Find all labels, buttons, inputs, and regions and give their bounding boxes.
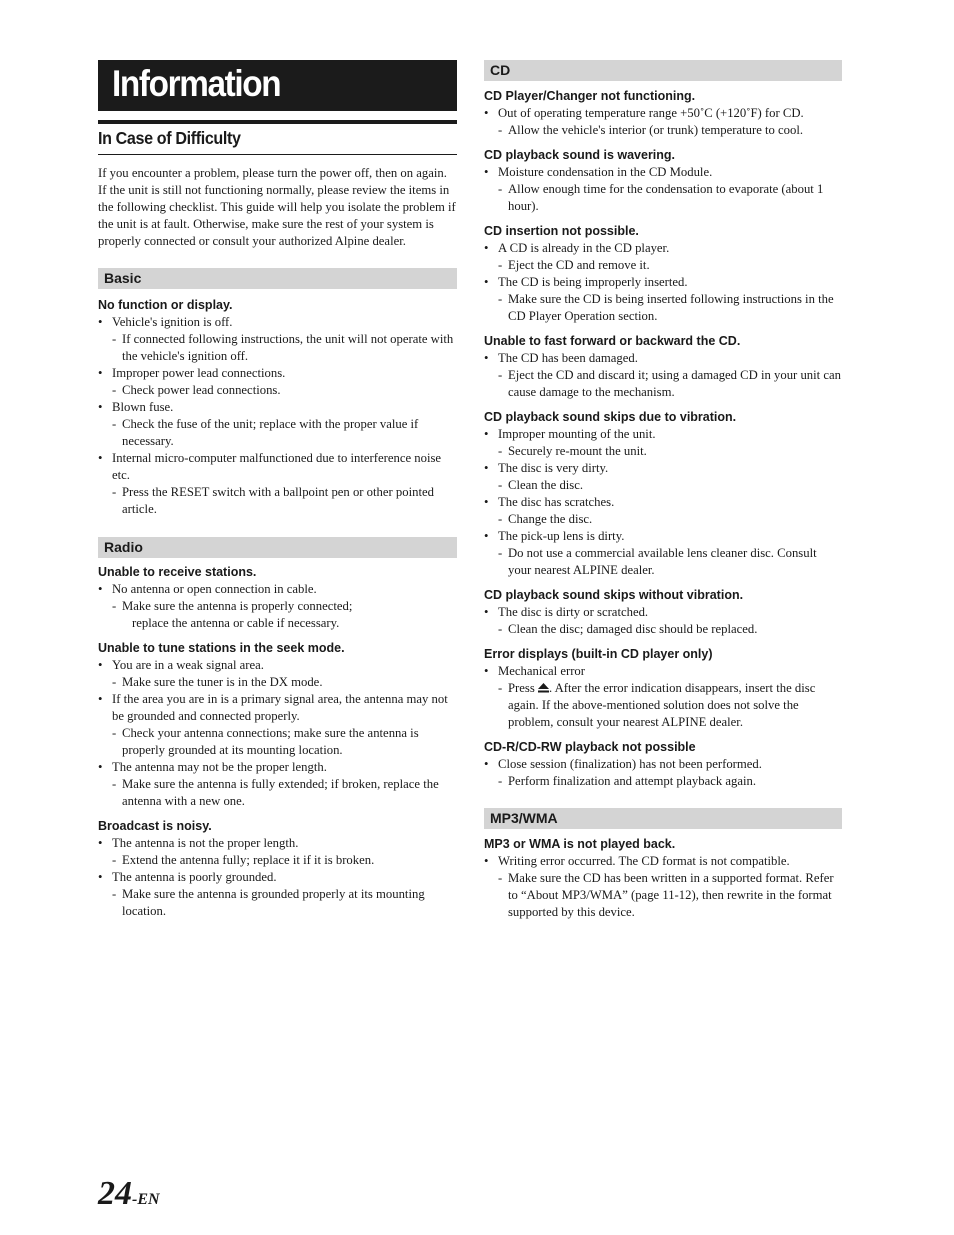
- solution-item: [98, 382, 457, 399]
- question-mp3-not-played: MP3 or WMA is not played back.: [484, 837, 676, 851]
- solution-item: [484, 773, 842, 790]
- solution-item: [98, 598, 457, 615]
- solution-text: Make sure the tuner is in the DX mode.: [122, 675, 323, 689]
- solution-item: [484, 680, 842, 731]
- dash: -: [112, 887, 117, 901]
- dash: -: [498, 444, 503, 458]
- dash: -: [112, 726, 117, 740]
- question-skips-no-vibration: CD playback sound skips without vibration.: [484, 588, 744, 602]
- solution-item: [484, 291, 842, 325]
- solution-item: [484, 545, 842, 579]
- question-skips-vibration: CD playback sound skips due to vibration.: [484, 410, 737, 424]
- question-cd-not-functioning: CD Player/Changer not functioning.: [484, 89, 696, 103]
- page-title: Information: [112, 63, 281, 104]
- dash: -: [498, 512, 503, 526]
- question-seek-mode: Unable to tune stations in the seek mode.: [98, 641, 345, 655]
- bullet: •: [98, 400, 103, 414]
- bullet: •: [484, 106, 489, 120]
- cause-text: Blown fuse.: [112, 400, 174, 414]
- cause-text: No antenna or open connection in cable.: [112, 582, 317, 596]
- cause-text: Vehicle's ignition is off.: [112, 315, 233, 329]
- dash: -: [112, 853, 117, 867]
- bullet: •: [98, 451, 103, 465]
- cause-text: Writing error occurred. The CD format is not compatible.: [498, 854, 790, 868]
- bullet: •: [484, 461, 489, 475]
- dash: -: [112, 485, 117, 499]
- bullet: •: [484, 165, 489, 179]
- bullet: •: [98, 692, 103, 706]
- solution-text: replace the antenna or cable if necessary.: [132, 616, 340, 630]
- subtitle-rule: [98, 154, 457, 155]
- solution-item: [484, 621, 842, 638]
- bullet: •: [484, 529, 489, 543]
- left-column: [98, 60, 457, 920]
- solution-text: Allow enough time for the condensation to evaporate (about 1 hour).: [508, 182, 824, 213]
- solution-item: [484, 122, 842, 139]
- bullet: •: [484, 427, 489, 441]
- solution-text: Eject the CD and remove it.: [508, 258, 650, 272]
- bullet: •: [484, 757, 489, 771]
- solution-text: Clean the disc.: [508, 478, 584, 492]
- intro-paragraph: If you encounter a problem, please turn the power off, then on again. If the unit is still not functioning normally, please review the items in the following checklist. This guide will help you isolate the problem if the unit is at fault. Otherwise, make sure the rest of your system is properly connected or consult your authorized Alpine dealer.: [98, 166, 456, 248]
- cause-text: Improper mounting of the unit.: [498, 427, 656, 441]
- dash: -: [498, 258, 503, 272]
- page-number-digits: 24: [98, 1175, 132, 1212]
- bullet: •: [98, 870, 103, 884]
- solution-item: [484, 257, 842, 274]
- dash: -: [498, 546, 503, 560]
- question-error-displays: Error displays (built-in CD player only): [484, 647, 713, 661]
- solution-text: Perform finalization and attempt playback again.: [508, 774, 757, 788]
- solution-item: [484, 511, 842, 528]
- cause-item: [484, 426, 842, 443]
- cause-item: [484, 240, 842, 257]
- right-column: [484, 60, 842, 921]
- cause-item: [98, 314, 457, 331]
- dash: -: [112, 332, 117, 346]
- page-number: [98, 1175, 160, 1213]
- bullet: •: [98, 582, 103, 596]
- solution-text: Extend the antenna fully; replace it if it is broken.: [122, 853, 375, 867]
- solution-item: [98, 776, 457, 810]
- cause-item: [98, 869, 457, 886]
- question-no-function: No function or display.: [98, 298, 233, 312]
- cause-item: [484, 756, 842, 773]
- bullet: •: [484, 854, 489, 868]
- cause-text: The antenna may not be the proper length.: [112, 760, 327, 774]
- cause-text: The disc is very dirty.: [498, 461, 609, 475]
- bullet: •: [98, 658, 103, 672]
- cause-item: [98, 759, 457, 776]
- cause-text: Mechanical error: [498, 664, 585, 678]
- cause-item: [98, 365, 457, 382]
- dash: -: [498, 182, 503, 196]
- dash: -: [498, 871, 503, 885]
- section-cd-heading: CD: [484, 60, 842, 81]
- question-cdr-playback: CD-R/CD-RW playback not possible: [484, 740, 696, 754]
- bullet: •: [484, 605, 489, 619]
- bullet: •: [484, 241, 489, 255]
- solution-item: [484, 367, 842, 401]
- solution-text-press: Press: [508, 681, 535, 695]
- dash: -: [498, 478, 503, 492]
- solution-text: Make sure the antenna is grounded properly at its mounting location.: [122, 887, 425, 918]
- cause-text: Close session (finalization) has not been performed.: [498, 757, 762, 771]
- cause-text: The disc has scratches.: [498, 495, 615, 509]
- solution-item: [98, 416, 457, 450]
- cause-item: [484, 663, 842, 680]
- bullet: •: [484, 664, 489, 678]
- solution-text: Make sure the antenna is fully extended; if broken, replace the antenna with a new one.: [122, 777, 439, 808]
- dash: -: [112, 383, 117, 397]
- bullet: •: [484, 351, 489, 365]
- cause-item: [484, 604, 842, 621]
- page-number-suffix: -EN: [132, 1191, 160, 1208]
- solution-text: Check your antenna connections; make sure the antenna is properly grounded at its mounting location.: [122, 726, 419, 757]
- section-mp3-heading: MP3/WMA: [484, 808, 842, 829]
- cause-item: [98, 450, 457, 484]
- cause-item: [484, 274, 842, 291]
- cause-text: The CD has been damaged.: [498, 351, 638, 365]
- solution-text: Securely re-mount the unit.: [508, 444, 647, 458]
- dash: -: [112, 599, 117, 613]
- dash: -: [498, 681, 503, 695]
- cause-item: [98, 581, 457, 598]
- cause-text: The pick-up lens is dirty.: [498, 529, 625, 543]
- cause-text: Out of operating temperature range +50˚C (+120˚F) for CD.: [498, 106, 804, 120]
- cause-item: [484, 460, 842, 477]
- cause-item: [98, 691, 457, 725]
- solution-item: [484, 870, 842, 921]
- bullet: •: [98, 315, 103, 329]
- cause-item: [98, 835, 457, 852]
- cause-text: Moisture condensation in the CD Module.: [498, 165, 713, 179]
- cause-item: [484, 494, 842, 511]
- cause-text: The antenna is not the proper length.: [112, 836, 299, 850]
- solution-item: [98, 852, 457, 869]
- question-sound-wavering: CD playback sound is wavering.: [484, 148, 676, 162]
- section-subtitle: In Case of Difficulty: [98, 128, 241, 148]
- dash: -: [112, 675, 117, 689]
- solution-text: If connected following instructions, the unit will not operate with the vehicle's ignition off.: [122, 332, 454, 363]
- solution-continuation: [98, 615, 457, 632]
- cause-item: [484, 528, 842, 545]
- solution-text: Make sure the antenna is properly connected;: [122, 599, 353, 613]
- solution-text: Check the fuse of the unit; replace with the proper value if necessary.: [122, 417, 419, 448]
- dash: -: [498, 622, 503, 636]
- cause-item: [98, 657, 457, 674]
- dash: -: [498, 123, 503, 137]
- question-broadcast-noisy: Broadcast is noisy.: [98, 819, 212, 833]
- cause-text: Internal micro-computer malfunctioned due to interference noise etc.: [112, 451, 442, 482]
- solution-text: Make sure the CD is being inserted following instructions in the CD Player Operation section.: [508, 292, 834, 323]
- question-receive-stations: Unable to receive stations.: [98, 565, 257, 579]
- cause-text: The CD is being improperly inserted.: [498, 275, 688, 289]
- dash: -: [498, 774, 503, 788]
- cause-text: The antenna is poorly grounded.: [112, 870, 277, 884]
- bullet: •: [98, 366, 103, 380]
- solution-item: [98, 725, 457, 759]
- cause-text: You are in a weak signal area.: [112, 658, 264, 672]
- cause-text: A CD is already in the CD player.: [498, 241, 670, 255]
- cause-item: [484, 105, 842, 122]
- question-fast-forward: Unable to fast forward or backward the CD.: [484, 334, 741, 348]
- solution-item: [98, 886, 457, 920]
- solution-text: Eject the CD and discard it; using a damaged CD in your unit can cause damage to the mechanism.: [508, 368, 841, 399]
- solution-item: [484, 181, 842, 215]
- solution-item: [98, 331, 457, 365]
- bullet: •: [98, 760, 103, 774]
- cause-item: [484, 350, 842, 367]
- solution-text: Press the RESET switch with a ballpoint pen or other pointed article.: [122, 485, 434, 516]
- solution-text: Change the disc.: [508, 512, 593, 526]
- section-radio-heading: Radio: [98, 537, 457, 558]
- solution-text: Allow the vehicle's interior (or trunk) temperature to cool.: [508, 123, 804, 137]
- solution-text: Do not use a commercial available lens cleaner disc. Consult your nearest ALPINE dealer.: [508, 546, 817, 577]
- solution-item: [98, 484, 457, 518]
- dash: -: [498, 368, 503, 382]
- solution-item: [484, 443, 842, 460]
- question-insertion-not-possible: CD insertion not possible.: [484, 224, 639, 238]
- dash: -: [112, 777, 117, 791]
- cause-text: If the area you are in is a primary signal area, the antenna may not be grounded and connected properly.: [112, 692, 448, 723]
- solution-text: Make sure the CD has been written in a supported format. Refer to “About MP3/WMA” (page 11-12), then rewrite in the format supported by this device.: [508, 871, 834, 919]
- solution-item: [98, 674, 457, 691]
- solution-text: Check power lead connections.: [122, 383, 281, 397]
- eject-icon: [538, 683, 549, 693]
- cause-item: [484, 853, 842, 870]
- solution-text: Clean the disc; damaged disc should be replaced.: [508, 622, 758, 636]
- dash: -: [112, 417, 117, 431]
- solution-text: . After the error indication disappears, insert the disc again. If the above-mentioned solution does not solve the problem, consult your nearest ALPINE dealer.: [508, 681, 816, 729]
- bullet: •: [98, 836, 103, 850]
- bullet: •: [484, 275, 489, 289]
- bullet: •: [484, 495, 489, 509]
- cause-text: Improper power lead connections.: [112, 366, 286, 380]
- cause-item: [98, 399, 457, 416]
- solution-item: [484, 477, 842, 494]
- cause-text: The disc is dirty or scratched.: [498, 605, 649, 619]
- title-bar: [98, 60, 457, 111]
- title-rule: [98, 120, 457, 124]
- section-basic-heading: Basic: [98, 268, 457, 289]
- dash: -: [498, 292, 503, 306]
- cause-item: [484, 164, 842, 181]
